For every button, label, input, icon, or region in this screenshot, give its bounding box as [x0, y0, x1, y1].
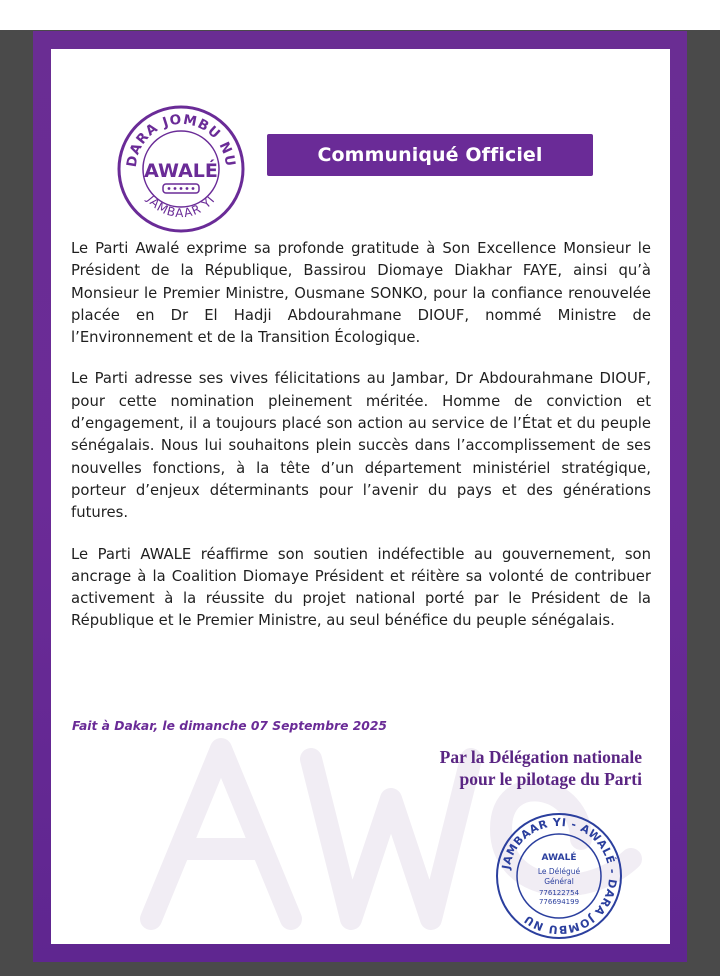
document-frame [33, 31, 687, 962]
paragraph-support: Le Parti AWALE réaffirme son soutien indéfectible au gouvernement, son ancrage à la Coalition Diomaye Président et réitère sa volonté de contribuer activement à la réussite du projet national porté par le Président de la République et le Premier Ministre, au seul bénéfice du peuple sénégalais. [71, 545, 651, 630]
awale-logo [116, 104, 246, 234]
communique-body [71, 238, 651, 652]
document-page [51, 49, 670, 944]
svg-text:JAMBAAR YI: JAMBAAR YI [144, 192, 218, 221]
signature-block [440, 746, 642, 790]
svg-text:AWALÉ: AWALÉ [541, 853, 577, 863]
signature-line-2: pour le pilotage du Parti [459, 769, 642, 789]
svg-text:Le Délégué: Le Délégué [537, 867, 581, 876]
svg-text:DARA JOMBU NU: DARA JOMBU NU [123, 111, 239, 169]
paragraph-gratitude: Le Parti Awalé exprime sa profonde gratitude à Son Excellence Monsieur le Président de la République, Bassirou Diomaye Diakhar FAYE, ainsi qu’à Monsieur le Premier Ministre, Ousmane SONKO, pour la confiance renouvelée placée en Dr El Hadji Abdourahmane DIOUF, nommé Ministre de l’Environnement et de la Transition Écologique. [71, 240, 651, 347]
signature-line-1: Par la Délégation nationale [439, 747, 642, 767]
paragraph-congratulations: Le Parti adresse ses vives félicitations au Jambar, Dr Abdourahmane DIOUF, pour cette nomination pleinement méritée. Homme de conviction et d’engagement, il a toujours placé son action au service de l’État et du peuple sénégalais. Nous lui souhaitons plein succès dans l’accomplissement de ses nouvelles fonctions, à la tête d’un département ministériel stratégique, porteur d’enjeux déterminants pour l’avenir du pays et des générations futures. [71, 370, 651, 522]
title-banner [267, 134, 593, 176]
top-margin [0, 0, 720, 30]
svg-text:Général: Général [544, 877, 574, 886]
svg-text:776122754: 776122754 [538, 889, 580, 897]
date-line: Fait à Dakar, le dimanche 07 Septembre 2025 [72, 719, 387, 733]
logo-wordmark: AWALÉ [144, 160, 218, 182]
svg-text:JAMBAAR YI - AWALÉ - DARA JOMB: JAMBAAR YI - AWALÉ - DARA JOMBU NU [499, 815, 620, 937]
official-stamp [495, 812, 623, 940]
svg-text:776694199: 776694199 [538, 898, 580, 906]
document-title: Communiqué Officiel [317, 144, 543, 166]
